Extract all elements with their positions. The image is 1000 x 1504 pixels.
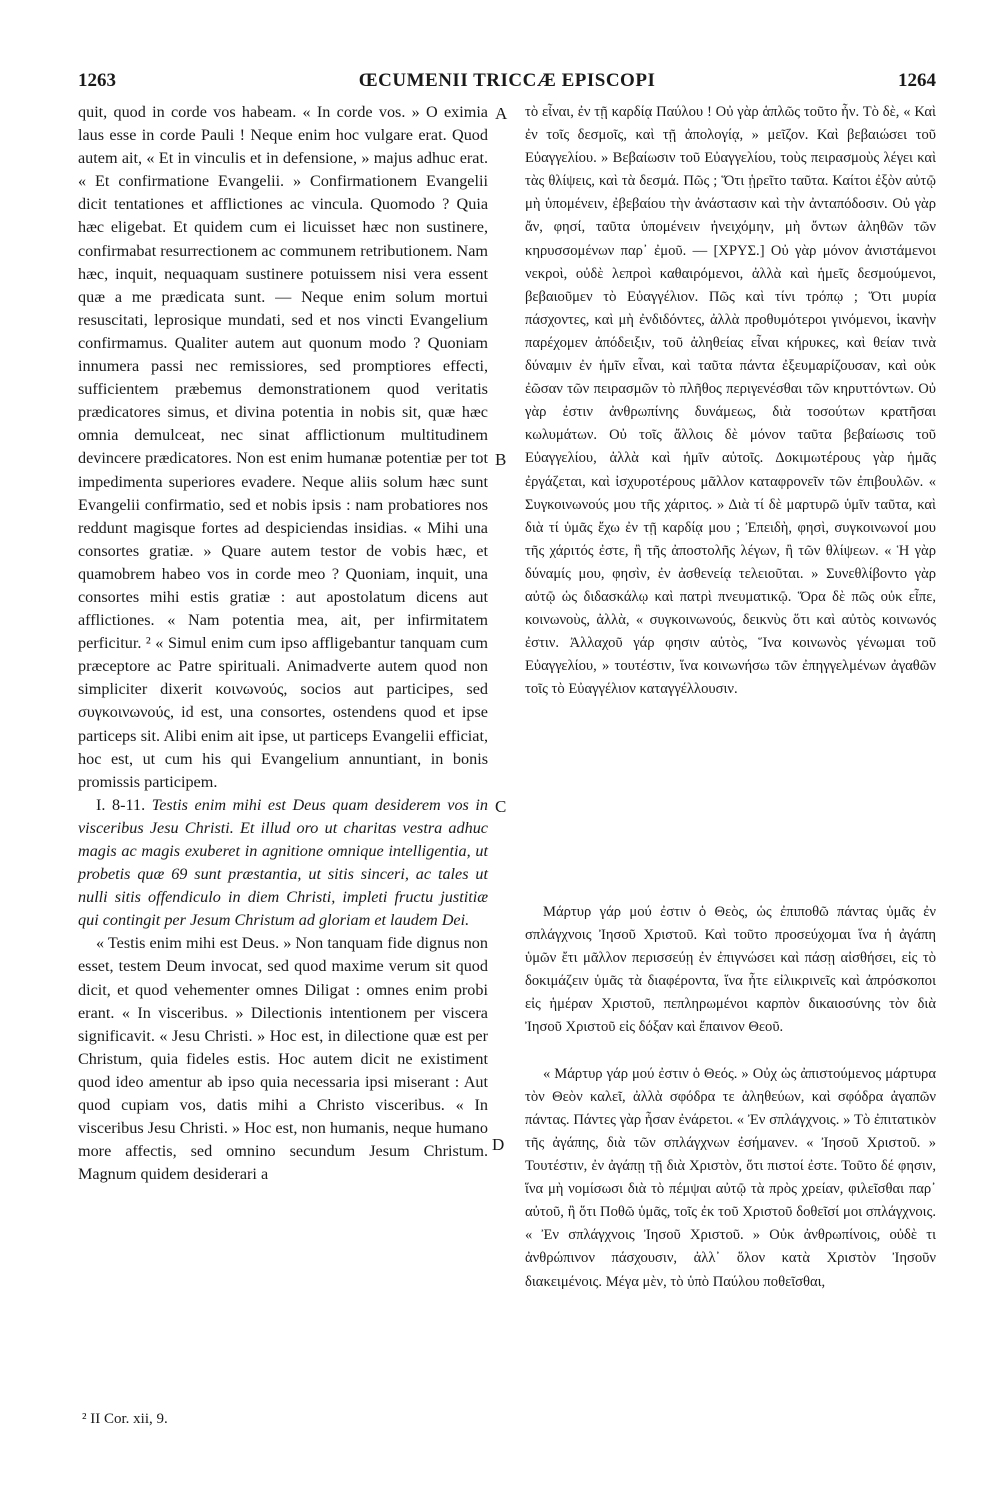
footnote: ² II Cor. xii, 9.	[82, 1411, 168, 1427]
page-header	[78, 70, 936, 100]
greek-commentary-paragraph: τὸ εἶναι, ἐν τῇ καρδίᾳ Παύλου ! Οὐ γὰρ ἁπλῶς τοῦτο ἦν. Τὸ δὲ, « Καὶ ἐν τοῖς δεσμοῖς, καὶ τῇ ἀπολογίᾳ, » μεῖζον. Καὶ βεβαιώσει τοῦ Εὐαγγελίου. » Βεβαίωσιν τοῦ Εὐαγγελίου, τοὺς πειρασμοὺς λέγει καὶ τὰς θλίψεις, καὶ τὰ δεσμά. Πῶς ; Ὅτι ᾑρεῖτο ταῦτα. Καίτοι ἐξὸν αὐτῷ μὴ ὑπομένειν, ἐβεβαίου τὴν ἀνάστασιν καὶ τὴν ἀνταπόδοσιν. Οὐ γὰρ ἄν, φησί, ταῦτα ὑπομένειν ἠνειχόμην, μὴ ὄντων ἀληθῶν τῶν κηρυσσομένων παρ᾽ ἐμοῦ. — [ΧΡΥΣ.] Οὐ γὰρ μόνον ἀνιστάμενοι νεκροὶ, οὐδὲ λεπροὶ καθαιρόμενοι, ἀλλὰ καὶ ἡμεῖς δεσμούμενοι, βεβαιοῦμεν τὸ Εὐαγγέλιον. Πῶς καὶ τίνι τρόπῳ ; Ὅτι μυρία πάσχοντες, καὶ μὴ ἐνδιδόντες, ἀλλὰ προθυμότεροι γινόμενοι, ἱκανὴν παρέχομεν ἀπόδειξιν, τοῦ ἀληθείας εἶναι κήρυκες, καὶ θείαν τινὰ δύναμιν ἐν ἡμῖν εἶναι, καὶ ταῦτα πάντα ἐξευμαρίζουσαν, καὶ οὐκ ἐῶσαν τῶν πειρασμῶν τὸ πλῆθος περιγενέσθαι τῶν κηρυττόντων. Οὐ γὰρ ἐστιν ἀνθρωπίνης δυνάμεως, διὰ τοσούτων κρατῆσαι κωλυμάτων. Οὐ τοῖς ἄλλοις δὲ μόνον ταῦτα βεβαίωσις τοῦ Εὐαγγελίου, ἀλλὰ καὶ ἡμῖν αὐτοῖς. Δοκιμωτέρους γὰρ ἡμᾶς ἐργάζεται, καὶ ἰσχυροτέρους μᾶλλον καταφρονεῖν τῶν ἐπιβουλῶν. « Συγκοινωνούς μου τῆς χάριτος. » Διὰ τί δὲ μαρτυρῶ ὑμῖν ταῦτα, καὶ διὰ τί ὑμᾶς ἔχω ἐν τῇ καρδίᾳ μου ; Ἐπειδὴ, φησὶ, συγκοινωνοί μου τῆς χάριτός ἐστε, ἢ τῆς ἀποστολῆς λέγων, ἢ τῶν θλίψεων. « Ἡ γὰρ δύναμίς μου, φησὶν, ἐν ἀσθενείᾳ τελειοῦται. » Συνεθλίβοντο γὰρ αὐτῷ ὡς διδασκάλῳ καὶ πατρὶ πνευματικῷ. Ὅρα δὲ πῶς οὐκ εἶπε, κοινωνοὺς, ἀλλὰ, « συγκοινωνούς, δεικνὺς ὅτι καὶ αὐτὸς κοινωνός ἐστιν. Ἀλλαχοῦ γάρ φησιν αὐτὸς, Ἵνα κοινωνὸς γένωμαι τοῦ Εὐαγγελίου, » τουτέστιν, ἵνα κοινωνήσω τῶν ἐπηγγελμένων ἀγαθῶν τοῖς τὸ Εὐαγγέλιον καταγγέλλουσιν.	[525, 104, 936, 698]
margin-marker-d: D	[492, 1135, 505, 1154]
greek-column	[525, 101, 936, 701]
margin-marker-b: B	[495, 450, 507, 469]
latin-verse-text: Testis enim mihi est Deus quam desiderem vos in visceribus Jesu Christi. Et illud oro ut charitas vestra adhuc magis ac magis exuberet in agnitione omnique intelligentia, ut probetis quæ 69 sunt præstantia, ut sitis sinceri, ac tales ut nulli sitis offendiculo in diem Christi, impleti fructu justitiæ qui contingit per Jesum Christum ad gloriam et laudem Dei.	[78, 795, 489, 930]
left-page-number: 1263	[78, 70, 116, 91]
greek-column-lower	[525, 901, 936, 1294]
margin-marker-c: C	[495, 797, 507, 816]
latin-commentary-paragraph-2: « Testis enim mihi est Deus. » Non tanquam fide dignus non esset, testem Deum invocat, sed quod maxime verum sit quod dicit, et quod vehementer omnes Diligat : omnes enim probi erant. « In visceribus. » Dilectionis intentionem per viscera significavit. « Jesu Christi. » Hoc est, in dilectione quæ est per Christum, quia fideles estis. Hoc autem dicit ne existiment quod ideo amentur ab ipso quia necessaria ipsi miserant : Aut quod cupiam vos, datis mihi a Christo visceribus. « In visceribus Jesu Christi. » Hoc est, non humanis, neque humano more affectis, sed omnino secundum Jesum Christum. Magnum quidem desiderari a	[78, 934, 488, 1184]
latin-verse	[78, 794, 488, 933]
greek-verse-text: Μάρτυρ γάρ μού ἐστιν ὁ Θεὸς, ὡς ἐπιποθῶ πάντας ὑμᾶς ἐν σπλάγχνοις Ἰησοῦ Χριστοῦ. Καὶ τοῦτο προσεύχομαι ἵνα ἡ ἀγάπη ὑμῶν ἔτι μᾶλλον περισσεύῃ ἐν ἐπιγνώσει καὶ πάσῃ αἰσθήσει, εἰς τὸ δοκιμάζειν ὑμᾶς τὰ διαφέροντα, ἵνα ἦτε εἰλικρινεῖς καὶ ἀπρόσκοποι εἰς ἡμέραν Χριστοῦ, πεπληρωμένοι καρπὸν δικαιοσύνης τὸν διὰ Ἰησοῦ Χριστοῦ εἰς δόξαν καὶ ἔπαινον Θεοῦ.	[525, 904, 936, 1036]
running-title: ŒCUMENII TRICCÆ EPISCOPI	[358, 70, 656, 91]
latin-verse-reference: I. 8-11.	[96, 795, 146, 814]
latin-commentary-paragraph: quit, quod in corde vos habeam. « In corde vos. » O eximia laus esse in corde Pauli ! Neque enim hoc vulgare erat. Quod autem ait, « Et in vinculis et in defensione, » majus adhuc erat. « Et confirmatione Evangelii. » Confirmationem Evangelii dicit tentationes et afflictiones ac vincula. Quomodo ? Quia hæc eligebat. Et quidem cum ei licuisset hæc non sustinere, confirmabat resurrectionem ac communem retributionem. Nam hæc, inquit, nequaquam sustinere potuissem nisi vera essent quæ a me prædicata sunt. — Neque enim solum mortui resuscitati, leprosique mundati, sed et nos vincti Evangelium confirmamus. Qualiter autem aut quonum modo ? Quoniam innumera passi nec remissiores, sed promptiores effecti, sufficientem præbemus demonstrationem quod veritatis prædicatores simus, et divina potentia in nobis sit, quæ hæc omnia demulceat, nec sinat afflictionum multitudinem devincere prædicatores. Non est enim humanæ potentiæ per tot impedimenta superiores evadere. Neque aliis solum hæc sunt Evangelii confirmatio, sed et nobis ipsis : nam probatiores nos reddunt magisque fortes ad despiciendas insidias. « Mihi una consortes gratiæ. » Quare autem testor de vobis hæc, et quamobrem habeo vos in corde meo ? Quoniam, inquit, una consortes mihi estis gratiæ : aut apostolatum dicens aut afflictiones. « Nam potentia mea, ait, per infirmitatem perficitur. ² « Simul enim cum ipso affligebantur tanquam cum præceptore ac Patre spirituali. Animadverte autem quod non simpliciter dixerit κοινωνούς, socios aut participes, sed συγκοινωνούς, id est, una consortes, ostendens quod et ipse particeps sit. Alibi enim ait ipse, ut particeps Evangelii efficiat, hoc est, ut cum his qui Evangelium annuntiant, in bonis promissis participem.	[78, 103, 488, 791]
right-page-number: 1264	[898, 70, 936, 91]
latin-column	[78, 101, 488, 1186]
greek-commentary-paragraph-2: « Μάρτυρ γάρ μού ἐστιν ὁ Θεός. » Οὐχ ὡς ἀπιστούμενος μάρτυρα τὸν Θεὸν καλεῖ, ἀλλὰ σφόδρα τε ἀληθεύων, καὶ σφόδρα ἀγαπῶν πάντας. Πάντες γὰρ ἦσαν ἐνάρετοι. « Ἐν σπλάγχνοις. » Τὸ ἐπιτατικὸν τῆς ἀγάπης, διὰ τῶν σπλάγχνων ἐσήμανεν. « Ἰησοῦ Χριστοῦ. » Τουτέστιν, ἐν ἀγάπῃ τῇ διὰ Χριστὸν, ὅτι πιστοί ἐστε. Τοῦτο δέ φησιν, ἵνα μὴ νομίσωσι διὰ τὸ πέμψαι αὐτῷ τὰ πρὸς χρείαν, φιλεῖσθαι παρ᾽ αὐτοῦ, ἢ ὅτι Ποθῶ ὑμᾶς, τοῖς ἐκ τοῦ Χριστοῦ δοθεῖσί μοι σπλάγχνοις. « Ἐν σπλάγχνοις Ἰησοῦ Χριστοῦ. » Οὐκ ἀνθρωπίνοις, οὐδὲ τι ἀνθρώπινον πάσχουσιν, ἀλλ᾽ ὅλον κατὰ Χριστὸν Ἰησοῦν διακειμένοις. Μέγα μὲν, τὸ ὑπὸ Παύλου ποθεῖσθαι,	[525, 1065, 936, 1290]
margin-marker-a: A	[495, 104, 508, 123]
